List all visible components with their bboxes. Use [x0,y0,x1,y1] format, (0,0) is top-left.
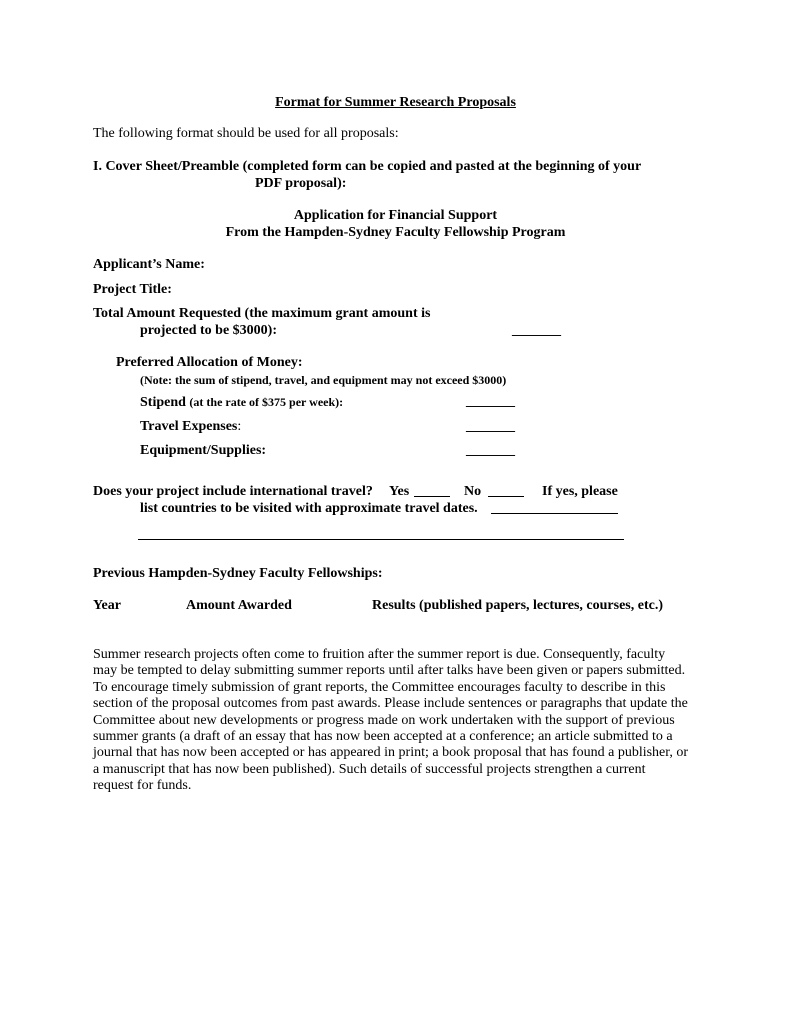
paragraph-line: To encourage timely submission of grant reports, the Committee encourages faculty to describe in this [93,679,666,695]
column-year: Year [93,598,121,613]
intro-text: The following format should be used for all proposals: [93,126,399,141]
section-heading-line-1: I. Cover Sheet/Preamble (completed form can be copied and pasted at the beginning of your [93,159,642,174]
international-no-label: No [464,484,482,499]
travel-label: Travel Expenses [140,419,238,434]
paragraph-line: section of the proposal outcomes from past awards. Please include sentences or paragraphs that update the [93,696,688,712]
international-if-yes: If yes, please [542,484,618,499]
total-amount-label-line-2: projected to be $3000): [140,323,277,338]
page-title: Format for Summer Research Proposals [275,95,516,110]
international-line-2: list countries to be visited with approximate travel dates. [140,501,478,516]
previous-fellowships-heading: Previous Hampden-Sydney Faculty Fellowships: [93,566,383,581]
travel-row [140,419,241,435]
equipment-blank[interactable]: _______ [466,443,515,458]
section-heading-line-2: PDF proposal): [255,176,347,191]
countries-blank-line[interactable] [138,539,624,540]
paragraph-line: may be tempted to delay submitting summer reports until after talks have been given or papers submitted. [93,663,686,679]
travel-dates-blank[interactable] [491,501,618,514]
stipend-blank[interactable]: _______ [466,394,515,409]
total-amount-blank[interactable]: _______ [512,323,561,338]
paragraph-line: Summer research projects often come to fruition after the summer report is due. Consequently, faculty [93,647,666,662]
application-heading-line-1: Application for Financial Support [293,208,498,223]
paragraph-line: Committee about new developments or progress made on work undertaken with the support of previous [93,712,675,728]
application-heading-line-2: From the Hampden-Sydney Faculty Fellowship Program [225,225,566,240]
total-amount-label-line-1: Total Amount Requested (the maximum grant amount is [93,306,431,321]
summer-report-paragraph [93,647,708,795]
international-question: Does your project include international travel? [93,484,373,499]
column-results: Results (published papers, lectures, courses, etc.) [372,598,664,613]
stipend-label: Stipend [140,395,186,410]
stipend-row [140,394,343,411]
paragraph-line: a manuscript that has now been published). Such details of successful projects strengthen a current [93,761,646,777]
allocation-note: (Note: the sum of stipend, travel, and equipment may not exceed $3000) [140,373,507,387]
project-title-label: Project Title: [93,282,172,297]
stipend-note: (at the rate of $375 per week): [189,395,344,409]
international-yes-blank[interactable] [414,484,450,497]
international-no-blank[interactable] [488,484,524,497]
equipment-label: Equipment/Supplies: [140,443,267,458]
allocation-heading: Preferred Allocation of Money: [116,355,303,370]
paragraph-line: request for funds. [93,778,192,794]
paragraph-line: journal that has now been accepted or has appeared in print; a book proposal that has found a publisher, or [93,745,689,761]
international-yes-label: Yes [389,484,410,499]
column-amount-awarded: Amount Awarded [186,598,292,613]
travel-blank[interactable]: _______ [466,419,515,434]
travel-colon: : [237,419,242,434]
applicant-name-label: Applicant’s Name: [93,257,205,272]
paragraph-line: summer grants (a draft of an essay that has now been accepted at a conference; an article submitted to a [93,729,673,745]
